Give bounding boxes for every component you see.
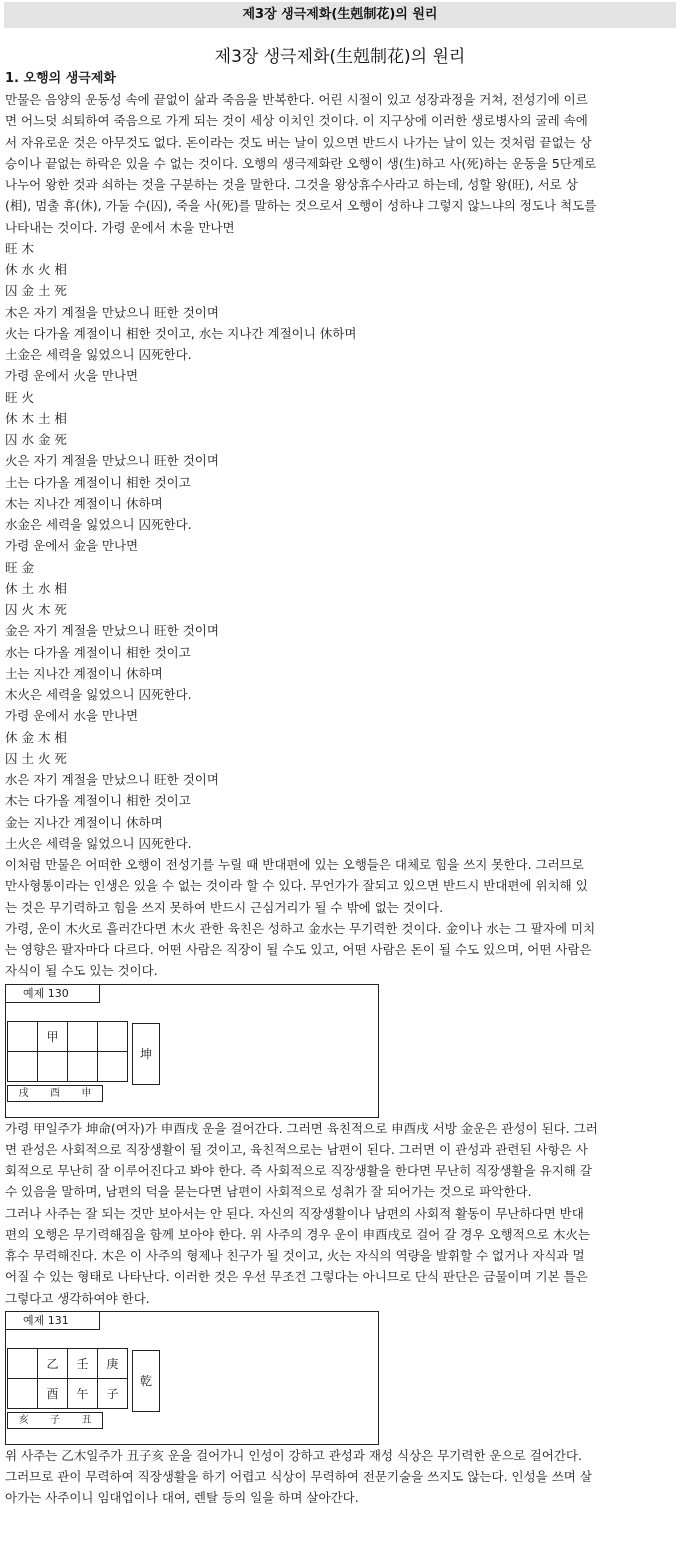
cycle-line: 가령 운에서 火을 만나면 [5, 368, 139, 384]
cycle-line: 休 土 水 相 [5, 580, 67, 596]
text-line: 자식이 될 수도 있는 것이다. [5, 963, 158, 979]
example-label: 예제 131 [6, 1312, 100, 1330]
cycle-line: 囚 土 火 死 [5, 750, 67, 766]
cycle-line: 旺 木 [5, 240, 34, 256]
cycle-line: 囚 金 土 死 [5, 283, 67, 299]
pillar-cell: 壬 [68, 1348, 98, 1378]
pillar-cell: 乙 [38, 1348, 68, 1378]
pillar-cell: 午 [68, 1378, 98, 1408]
intro-paragraph [5, 89, 675, 238]
cycle-line: 土는 지나간 계절이니 休하며 [5, 665, 163, 681]
pillar-cell [8, 1051, 38, 1081]
cycle-line: 火는 다가올 계절이니 相한 것이고, 水는 지나간 계절이니 休하며 [5, 325, 357, 341]
pillar-cell [8, 1348, 38, 1378]
cycle-line: 休 水 火 相 [5, 262, 67, 277]
pillar-cell: 甲 [38, 1021, 68, 1051]
text-line: 위 사주는 乙木일주가 丑子亥 운을 걸어가니 인성이 강하고 관성과 재성 식상은 무기력한 운으로 걸어간다. [5, 1447, 582, 1463]
luck-item: 酉 [49, 1087, 60, 1099]
pillar-cell: 酉 [38, 1378, 68, 1408]
pillar-cell [98, 1021, 128, 1051]
cycle-line: 土는 다가올 계절이니 相한 것이고 [5, 474, 191, 490]
cycle-line: 가령 운에서 水을 만나면 [5, 708, 139, 724]
text-line: 이처럼 만물은 어떠한 오행이 전성기를 누릴 때 반대편에 있는 오행들은 대체로 힘을 쓰지 못한다. 그러므로 [5, 857, 584, 872]
saju-grid [7, 1021, 128, 1082]
text-line: 면 어느덧 쇠퇴하여 죽음으로 가게 되는 것이 세상 이치인 것이다. 이 지구상에 이러한 생로병사의 굴레 속에 [5, 113, 588, 129]
luck-item: 亥 [18, 1414, 29, 1426]
cycle-line: 金은 자기 계절을 만났으니 旺한 것이며 [5, 623, 219, 639]
document-header-bar [4, 2, 676, 28]
example-131-box [5, 1311, 379, 1445]
text-line: 승이나 끝없는 하락은 있을 수 없는 것이다. 오행의 생극제화란 오행이 생(生)하고 사(死)하는 운동을 5단계로 [5, 155, 597, 171]
pillar-cell [68, 1051, 98, 1081]
pillar-cell: 庚 [98, 1348, 128, 1378]
paragraph-fire-wood [5, 918, 675, 982]
cycle-line: 土金은 세력을 잃었으니 囚死한다. [5, 347, 192, 362]
cycle-line: 火은 자기 계절을 만났으니 旺한 것이며 [5, 453, 219, 469]
cycle-line: 木는 다가올 계절이니 相한 것이고 [5, 793, 191, 809]
pillar-cell [8, 1378, 38, 1408]
text-line: 수 있음을 말하며, 남편의 덕을 묻는다면 남편이 사회적으로 성취가 잘 되어가는 것으로 파악한다. [5, 1184, 532, 1200]
cycle-line: 休 木 土 相 [5, 410, 67, 426]
text-line: 가령, 운이 木火로 흘러간다면 木火 관한 육친은 성하고 金水는 무기력한 것이다. 金이나 水는 그 팔자에 미치 [5, 920, 596, 936]
luck-item: 子 [49, 1414, 60, 1426]
text-line: 어질 수 있는 형태로 나타난다. 이러한 것은 우선 무조건 그렇다는 아니므로 단식 판단은 금물이며 기본 틀은 [5, 1269, 588, 1285]
luck-item: 丑 [81, 1414, 92, 1426]
header-title: 제3장 생극제화(生剋制花)의 원리 [242, 7, 438, 22]
cycle-line: 旺 金 [5, 559, 34, 575]
text-line: 는 영향은 팔자마다 다르다. 어떤 사람은 직장이 될 수도 있고, 어떤 사람은 돈이 될 수도 있으며, 어떤 사람은 [5, 942, 592, 957]
text-line: 편의 오행은 무기력해짐을 함께 보아야 한다. 위 사주의 경우 운이 申酉戌로 걸어 갈 경우 오행적으로 木火는 [5, 1226, 590, 1242]
paragraph-ex131 [5, 1445, 675, 1509]
example-label: 예제 130 [6, 985, 100, 1003]
text-line: 나누어 왕한 것과 쇠하는 것을 구분하는 것을 말한다. 그것을 왕상휴수사라고 하는데, 성할 왕(旺), 서로 상 [5, 177, 578, 192]
pillar-cell: 子 [98, 1378, 128, 1408]
cycle-list [5, 238, 675, 854]
cycle-line: 土火은 세력을 잃었으니 囚死한다. [5, 835, 192, 851]
paragraph-ex130-b [5, 1203, 675, 1309]
cycle-line: 旺 火 [5, 389, 34, 405]
cycle-line: 水은 자기 계절을 만났으니 旺한 것이며 [5, 772, 219, 787]
cycle-line: 水金은 세력을 잃었으니 囚死한다. [5, 517, 192, 532]
text-line: 아가는 사주이니 임대업이나 대여, 렌탈 등의 일을 하며 살아간다. [5, 1490, 359, 1506]
saju-grid [7, 1348, 128, 1409]
paragraph-balance [5, 854, 675, 918]
text-line: 그러나 사주는 잘 되는 것만 보아서는 안 된다. 자신의 직장생활이나 남편의 사회적 활동이 무난하다면 반대 [5, 1205, 584, 1221]
luck-item: 申 [81, 1087, 92, 1099]
luck-cycle-row [7, 1085, 103, 1102]
text-line: 나타내는 것이다. 가령 운에서 木을 만나면 [5, 219, 235, 235]
text-line: 그러므로 관이 무력하여 직장생활을 하기 어렵고 식상이 무력하여 전문기술을 쓰지도 않는다. 인성을 쓰며 살 [5, 1469, 592, 1484]
cycle-line: 가령 운에서 金을 만나면 [5, 538, 139, 554]
cycle-line: 金는 지나간 계절이니 休하며 [5, 814, 163, 830]
example-130-box [5, 984, 379, 1118]
text-line: 는 것은 무기력하고 힘을 쓰지 못하여 반드시 근심거리가 될 수 밖에 없는 것이다. [5, 899, 444, 915]
text-line: 그렇다고 생각하여야 한다. [5, 1290, 150, 1306]
section-title: 1. 오행의 생극제화 [5, 71, 116, 86]
text-line: 가령 甲일주가 坤命(여자)가 申酉戌 운을 걸어간다. 그러면 육친적으로 申酉戌 서방 金운은 관성이 된다. 그러 [5, 1120, 598, 1136]
text-line: (相), 멈출 휴(休), 가둘 수(囚), 죽을 사(死)를 말하는 것으로서 오행이 성하냐 그렇지 않느냐의 정도나 척도를 [5, 198, 597, 214]
cycle-line: 休 金 木 相 [5, 729, 67, 745]
luck-cycle-row [7, 1412, 103, 1429]
text-line: 서 자유로운 것은 아무것도 없다. 돈이라는 것도 버는 날이 있으면 반드시 나가는 날이 있는 것처럼 끝없는 상 [5, 134, 592, 150]
gender-label: 乾 [132, 1350, 160, 1412]
pillar-cell [98, 1051, 128, 1081]
text-line: 회적으로 무난히 잘 이루어진다고 봐야 한다. 즉 사회적으로 직장생활을 한다면 무난히 직장생활을 유지해 갈 [5, 1163, 592, 1178]
cycle-line: 囚 水 金 死 [5, 432, 67, 447]
page-title: 제3장 생극제화(生剋制花)의 원리 [214, 47, 466, 67]
paragraph-ex130-a [5, 1118, 675, 1203]
pillar-cell [38, 1051, 68, 1081]
pillar-cell [8, 1021, 38, 1051]
document-body [5, 69, 675, 1509]
cycle-line: 水는 다가올 계절이니 相한 것이고 [5, 644, 191, 660]
gender-label: 坤 [132, 1023, 160, 1085]
pillar-cell [68, 1021, 98, 1051]
cycle-line: 木는 지나간 계절이니 休하며 [5, 495, 163, 511]
cycle-line: 木은 자기 계절을 만났으니 旺한 것이며 [5, 304, 219, 320]
cycle-line: 囚 火 木 死 [5, 602, 67, 617]
text-line: 만사형통이라는 인생은 있을 수 없는 것이라 할 수 있다. 무언가가 잘되고 있으면 반드시 반대편에 위치해 있 [5, 878, 588, 894]
luck-item: 戌 [18, 1087, 29, 1099]
text-line: 면 관성은 사회적으로 직장생활이 될 것이고, 육친적으로는 남편이 된다. 그러면 이 관성과 관련된 사항은 사 [5, 1141, 588, 1157]
cycle-line: 木火은 세력을 잃었으니 囚死한다. [5, 687, 192, 702]
text-line: 만물은 음양의 운동성 속에 끝없이 삶과 죽음을 반복한다. 어린 시절이 있고 성장과정을 거쳐, 전성기에 이르 [5, 92, 588, 107]
text-line: 휴수 무력해진다. 木은 이 사주의 형제나 친구가 될 것이고, 火는 자식의 역량을 발휘할 수 없거나 자식과 멀 [5, 1248, 585, 1263]
